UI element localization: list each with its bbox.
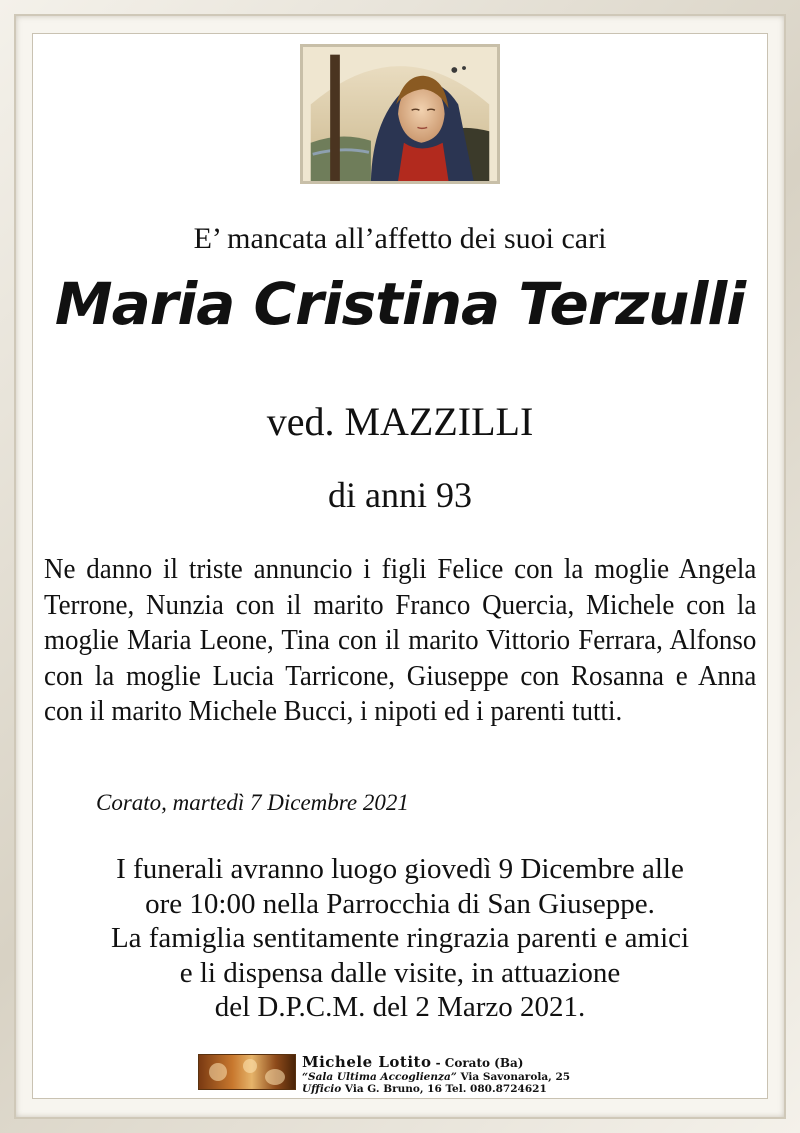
funeral-line: ore 10:00 nella Parrocchia di San Giuseppe. xyxy=(145,887,655,920)
announcement-paragraph: Ne danno il triste annuncio i figli Felice con la moglie Angela Terrone, Nunzia con il marito Franco Quercia, Michele con la moglie Maria Leone, Tina con il marito Vittorio Ferrara, Alfonso con la moglie Lucia Tarricone, Giuseppe con Rosanna e Anna con il marito Michele Bucci, i nipoti ed i parenti tutti. xyxy=(44,553,757,727)
widow-of-text: ved. MAZZILLI xyxy=(266,399,534,444)
agency-office-address: Via G. Bruno, 16 Tel. 080.8724621 xyxy=(344,1083,547,1095)
agency-details xyxy=(302,1052,570,1095)
agency-hall-line xyxy=(302,1071,570,1083)
agency-hall-name: “Sala Ultima Accoglienza” xyxy=(302,1071,457,1083)
funeral-line: e li dispensa dalle visite, in attuazione xyxy=(179,956,621,989)
funeral-agency-footer xyxy=(198,1052,618,1094)
agency-hall-address: Via Savonarola, 25 xyxy=(460,1071,571,1083)
funeral-info xyxy=(32,852,768,1025)
age-text: di anni 93 xyxy=(328,475,472,515)
deceased-name: Maria Cristina Terzulli xyxy=(54,270,746,338)
agency-office-label: Ufficio xyxy=(302,1083,342,1095)
agency-city: - Corato (Ba) xyxy=(431,1056,524,1070)
madonna-painting-image xyxy=(300,44,500,184)
agency-name: Michele Lotito xyxy=(302,1053,432,1071)
funeral-line: I funerali avranno luogo giovedì 9 Dicembre alle xyxy=(116,853,684,885)
place-date-text: Corato, martedì 7 Dicembre 2021 xyxy=(96,790,409,815)
agency-logo-image xyxy=(198,1054,296,1090)
funeral-line: del D.P.C.M. del 2 Marzo 2021. xyxy=(214,991,586,1023)
agency-office-line xyxy=(302,1083,570,1095)
intro-text: E’ mancata all’affetto dei suoi cari xyxy=(193,222,607,255)
funeral-line: La famiglia sentitamente ringrazia parenti e amici xyxy=(110,922,690,954)
